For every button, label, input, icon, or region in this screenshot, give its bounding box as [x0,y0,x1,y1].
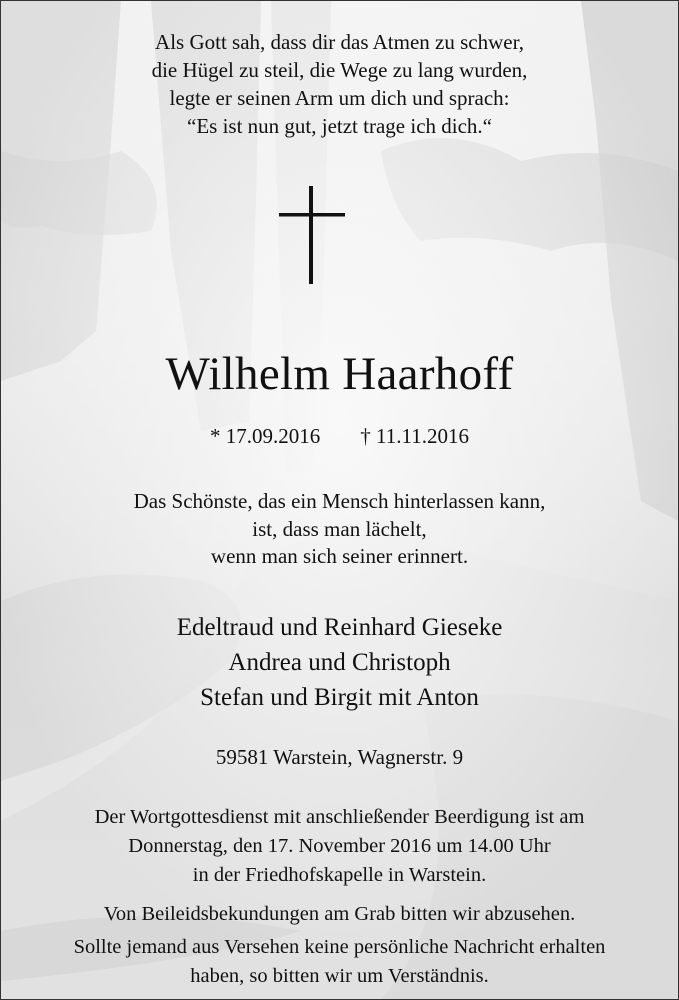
apology-line: haben, so bitten wir um Verständnis. [190,965,489,987]
life-dates [1,421,678,451]
quote-line: ist, dass man lächelt, [252,516,427,541]
deceased-name: Wilhelm Haarhoff [165,348,514,400]
service-line: Donnerstag, den 17. November 2016 um 14.00 Uhr [128,835,551,857]
memorial-quote [1,488,678,571]
poem-line: “Es ist nun gut, jetzt trage ich dich.“ [187,114,492,138]
poem-line: die Hügel zu steil, die Wege zu lang wurden, [151,58,528,82]
poem-line: legte er seinen Arm um dich und sprach: [169,86,510,110]
quote-line: Das Schönste, das ein Mensch hinterlassen kann, [133,489,546,513]
birth-date: * 17.09.2016 [210,424,321,448]
mourner-entry: Stefan und Birgit mit Anton [200,684,479,711]
cross-icon [279,186,345,284]
mourners-list [1,610,678,715]
apology-note [1,933,678,991]
condolence-note: Von Beileidsbekundungen am Grab bitten wir abzusehen. [103,903,576,925]
service-line: in der Friedhofskapelle in Warstein. [192,864,487,886]
death-date: † 11.11.2016 [360,424,469,448]
mourner-entry: Andrea und Christoph [228,649,451,676]
quote-line: wenn man sich seiner erinnert. [210,544,469,568]
mourner-entry: Edeltraud und Reinhard Gieseke [176,614,503,641]
apology-line: Sollte jemand aus Versehen keine persönliche Nachricht erhalten [73,936,606,958]
poem-line: Als Gott sah, dass dir das Atmen zu schwer, [155,30,524,54]
poem-verse [1,28,678,140]
funeral-service-info [1,803,678,890]
family-address: 59581 Warstein, Wagnerstr. 9 [215,745,464,769]
service-line: Der Wortgottesdienst mit anschließender Beerdigung ist am [94,806,585,828]
